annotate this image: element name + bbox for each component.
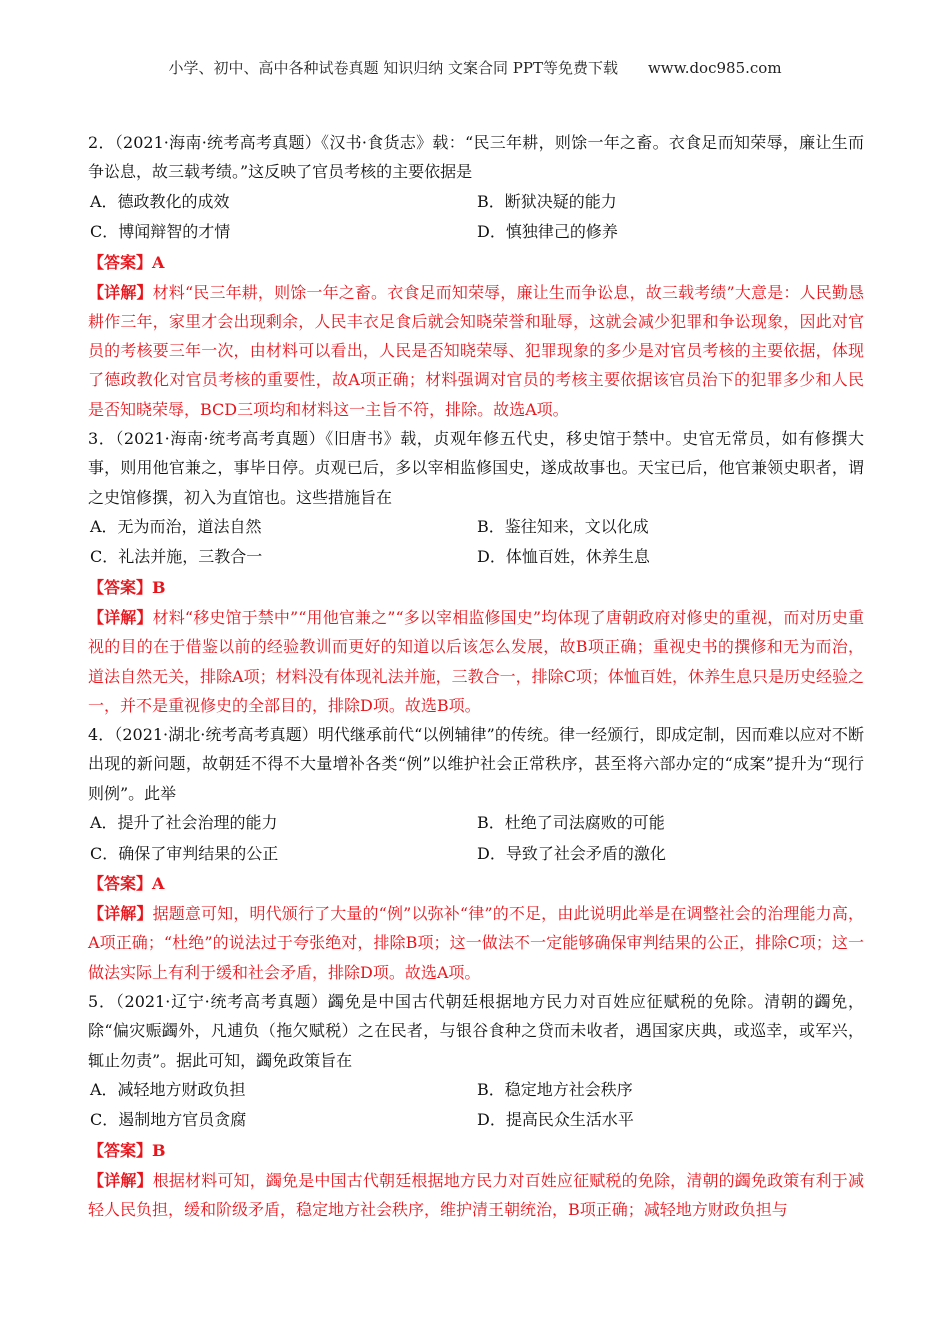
option-d: D．慎独律己的修养 xyxy=(477,222,618,242)
answer-label: 【答案】B xyxy=(88,577,166,597)
option-d: D．体恤百姓，休养生息 xyxy=(477,547,650,567)
page-header xyxy=(0,57,950,78)
options-row xyxy=(88,512,864,543)
detail-tag: 【详解】 xyxy=(88,904,153,924)
option-c: C．遏制地方官员贪腐 xyxy=(90,1110,247,1130)
options-row xyxy=(88,808,864,839)
option-d: D．导致了社会矛盾的激化 xyxy=(477,843,666,863)
option-a: A．提升了社会治理的能力 xyxy=(90,813,278,833)
options-row xyxy=(88,187,864,218)
option-b: B．鉴往知来，文以化成 xyxy=(477,516,649,536)
detail-text: 材料“移史馆于禁中”“用他官兼之”“多以宰相监修国史”均体现了唐朝政府对修史的重视，而对历史重视的目的在于借鉴以前的经验教训而更好的知道以后该怎么发展，故B项正确；重视史书的撰修和无为而治，道法自然无关，排除A项；材料没有体现礼法并施，三教合一，排除C项；体恤百姓，休养生息只是历史经验之一，并不是重视修史的全部目的，排除D项。故选B项。 xyxy=(88,607,864,715)
answer-detail xyxy=(88,278,864,424)
answer-label: 【答案】B xyxy=(88,1140,166,1160)
option-b: B．断狱决疑的能力 xyxy=(477,191,617,211)
question-stem: 2．（2021·海南·统考高考真题）《汉书·食货志》载：“民三年耕，则馀一年之畜。衣食足而知荣辱，廉让生而争讼息，故三载考绩。”这反映了官员考核的主要依据是 xyxy=(88,133,864,182)
document-body xyxy=(88,128,864,1224)
detail-text: 材料“民三年耕，则馀一年之畜。衣食足而知荣辱，廉让生而争讼息，故三载考绩”大意是：人民勤恳耕作三年，家里才会出现剩余，人民丰衣足食后就会知晓荣誉和耻辱，这就会减少犯罪和争讼现象，因此对官员的考核要三年一次，由材料可以看出，人民是否知晓荣辱、犯罪现象的多少是对官员考核的主要依据，体现了德政教化对官员考核的重要性，故A项正确；材料强调对官员的考核主要依据该官员治下的犯罪多少和人民是否知晓荣辱，BCD三项均和材料这一主旨不符，排除。故选A项。 xyxy=(88,282,864,419)
options-row xyxy=(88,542,864,573)
question-2 xyxy=(88,128,864,424)
detail-tag: 【详解】 xyxy=(88,607,153,627)
option-a: A．无为而治，道法自然 xyxy=(90,516,262,536)
header-text: 小学、初中、高中各种试卷真题 知识归纳 文案合同 PPT等免费下载 xyxy=(168,59,618,77)
option-a: A．减轻地方财政负担 xyxy=(90,1079,246,1099)
option-c: C．确保了审判结果的公正 xyxy=(90,843,279,863)
options-row xyxy=(88,1105,864,1136)
option-d: D．提高民众生活水平 xyxy=(477,1110,634,1130)
answer-label: 【答案】A xyxy=(88,874,165,894)
question-5 xyxy=(88,987,864,1224)
options-row xyxy=(88,839,864,870)
detail-text: 据题意可知，明代颁行了大量的“例”以弥补“律”的不足，由此说明此举是在调整社会的治理能力高，A项正确；“杜绝”的说法过于夸张绝对，排除B项；这一做法不一定能够确保审判结果的公正，排除C项；这一做法实际上有利于缓和社会矛盾，排除D项。故选A项。 xyxy=(88,904,864,982)
option-c: C．礼法并施，三教合一 xyxy=(90,547,263,567)
question-4 xyxy=(88,720,864,987)
question-stem: 4．（2021·湖北·统考高考真题）明代继承前代“以例辅律”的传统。律一经颁行，即成定制，因而难以应对不断出现的新问题，故朝廷不得不大量增补各类“例”以维护社会正常秩序，甚至将六部办定的“成案”提升为“现行则例”。此举 xyxy=(88,725,864,803)
answer-detail xyxy=(88,1166,864,1225)
option-b: B．杜绝了司法腐败的可能 xyxy=(477,813,665,833)
detail-tag: 【详解】 xyxy=(88,1170,153,1190)
question-stem: 5．（2021·辽宁·统考高考真题）蠲免是中国古代朝廷根据地方民力对百姓应征赋税的免除。清朝的蠲免，除“偏灾赈蠲外，凡逋负（拖欠赋税）之在民者，与银谷食种之贷而未收者，遇国家庆典，或巡幸，或军兴，辄止勿责”。据此可知，蠲免政策旨在 xyxy=(88,991,864,1070)
answer-detail xyxy=(88,899,864,987)
question-3 xyxy=(88,424,864,720)
detail-tag: 【详解】 xyxy=(88,282,153,302)
answer-detail xyxy=(88,603,864,720)
option-a: A．德政教化的成效 xyxy=(90,191,230,211)
detail-text: 根据材料可知，蠲免是中国古代朝廷根据地方民力对百姓应征赋税的免除，清朝的蠲免政策有利于减轻人民负担，缓和阶级矛盾，稳定地方社会秩序，维护清王朝统治，B项正确；减轻地方财政负担与 xyxy=(88,1170,864,1220)
options-row xyxy=(88,1075,864,1106)
header-site-link[interactable]: www.doc985.com xyxy=(647,59,782,77)
question-stem: 3．（2021·海南·统考高考真题）《旧唐书》载，贞观年修五代史，移史馆于禁中。史官无常员，如有修撰大事，则用他官兼之，事毕日停。贞观已后，多以宰相监修国史，遂成故事也。天宝已后，他官兼领史职者，谓之史馆修撰，初入为直馆也。这些措施旨在 xyxy=(88,429,864,507)
answer-label: 【答案】A xyxy=(88,252,165,272)
option-c: C．博闻辩智的才情 xyxy=(90,222,231,242)
option-b: B．稳定地方社会秩序 xyxy=(477,1079,633,1099)
options-row xyxy=(88,217,864,248)
